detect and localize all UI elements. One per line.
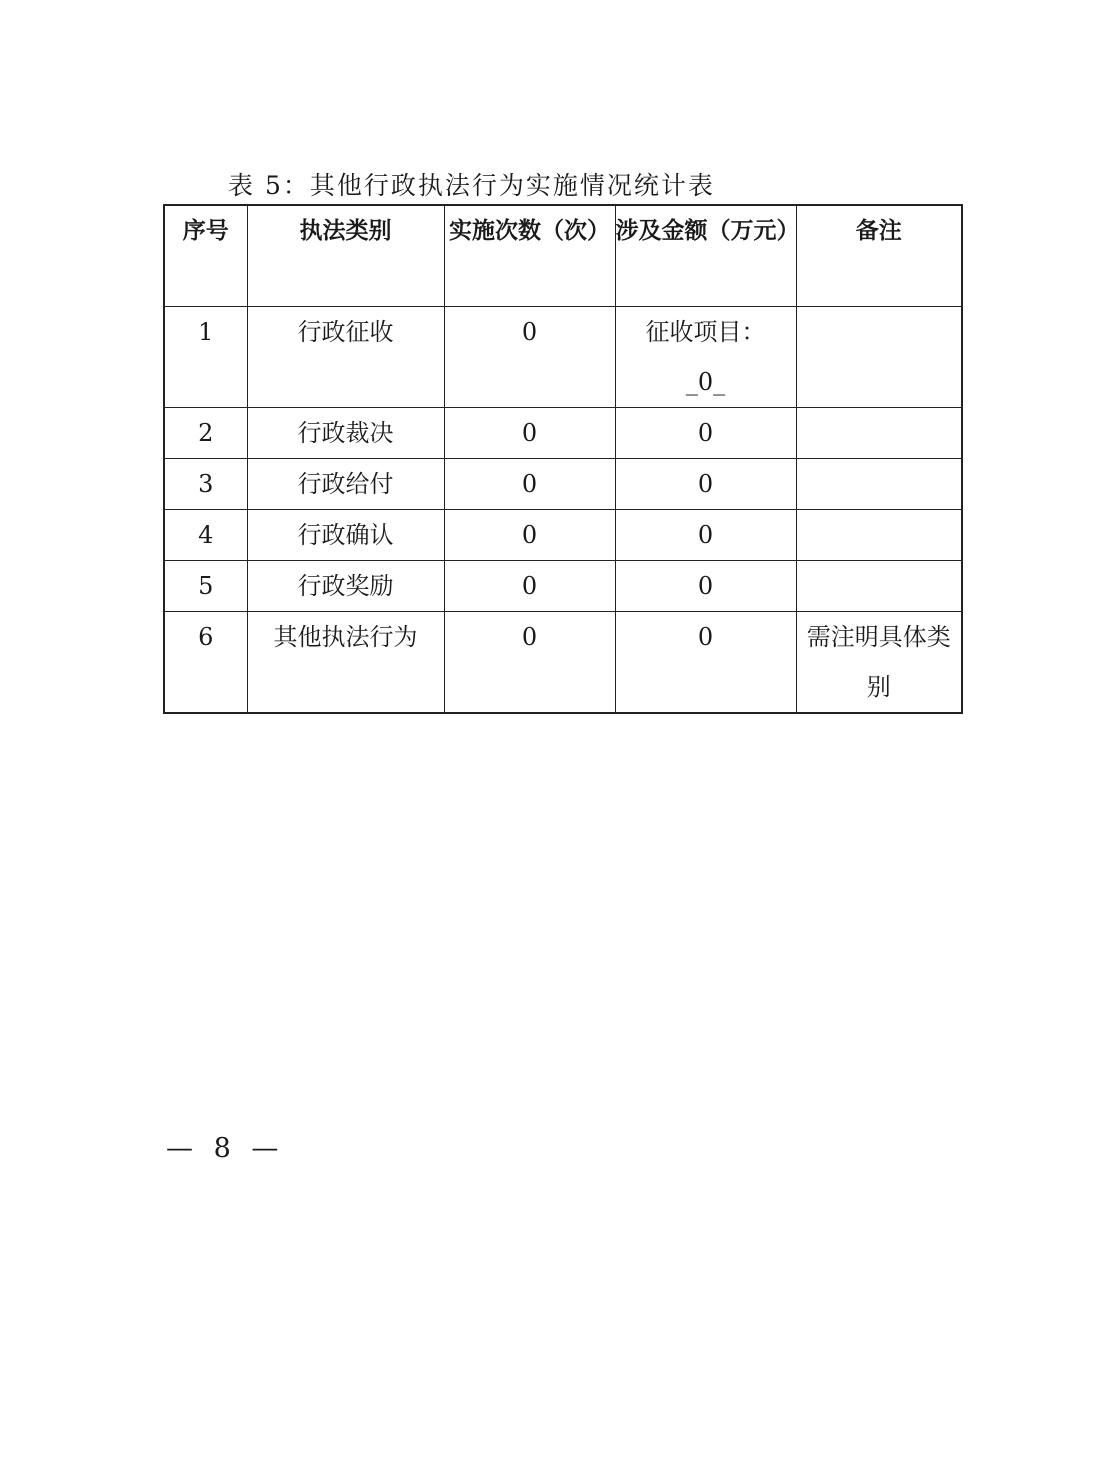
table-row	[164, 408, 962, 459]
enforcement-stats-table	[163, 204, 963, 714]
row-note: 需注明具体类别	[796, 612, 962, 714]
row-category: 行政奖励	[247, 561, 444, 612]
row-serial: 3	[164, 459, 247, 510]
row-amount: 0	[615, 510, 796, 561]
levy-items-count: 0	[697, 368, 714, 396]
row-note	[796, 459, 962, 510]
table-caption: 表 5：其他行政执法行为实施情况统计表	[228, 171, 715, 200]
table-row	[164, 459, 962, 510]
row-count: 0	[444, 612, 615, 714]
row-note	[796, 307, 962, 408]
row-count: 0	[444, 561, 615, 612]
header-count-label: 实施次数（次）	[449, 218, 610, 244]
header-count	[444, 205, 615, 307]
row-amount: 0	[615, 408, 796, 459]
levy-items-value: _0_	[685, 368, 726, 396]
header-amount-label: 涉及金额（万元）	[615, 218, 800, 244]
row-category: 其他执法行为	[247, 612, 444, 714]
row-amount: 0	[615, 612, 796, 714]
row-note	[796, 408, 962, 459]
row-category: 行政裁决	[247, 408, 444, 459]
table-row	[164, 510, 962, 561]
table-header-row	[164, 205, 962, 307]
table-row	[164, 561, 962, 612]
row-serial: 4	[164, 510, 247, 561]
header-amount	[615, 205, 800, 307]
row-category: 行政征收	[247, 307, 444, 408]
row-serial: 6	[164, 612, 247, 714]
row-note	[796, 510, 962, 561]
row-serial: 2	[164, 408, 247, 459]
row-count: 0	[444, 307, 615, 408]
row-amount: 0	[615, 459, 796, 510]
page-number: — 8 —	[166, 1133, 285, 1164]
row-note	[796, 561, 962, 612]
row-count: 0	[444, 459, 615, 510]
header-serial: 序号	[164, 205, 247, 307]
header-category: 执法类别	[247, 205, 444, 307]
row-serial: 5	[164, 561, 247, 612]
row-count: 0	[444, 408, 615, 459]
row-serial: 1	[164, 307, 247, 408]
row-count: 0	[444, 510, 615, 561]
row-category: 行政确认	[247, 510, 444, 561]
table-row	[164, 307, 962, 408]
header-note: 备注	[796, 205, 962, 307]
table-row	[164, 612, 962, 714]
row-amount: 0	[615, 561, 796, 612]
levy-items-label: 征收项目：	[645, 318, 766, 346]
row-category: 行政给付	[247, 459, 444, 510]
row-amount	[615, 307, 796, 408]
